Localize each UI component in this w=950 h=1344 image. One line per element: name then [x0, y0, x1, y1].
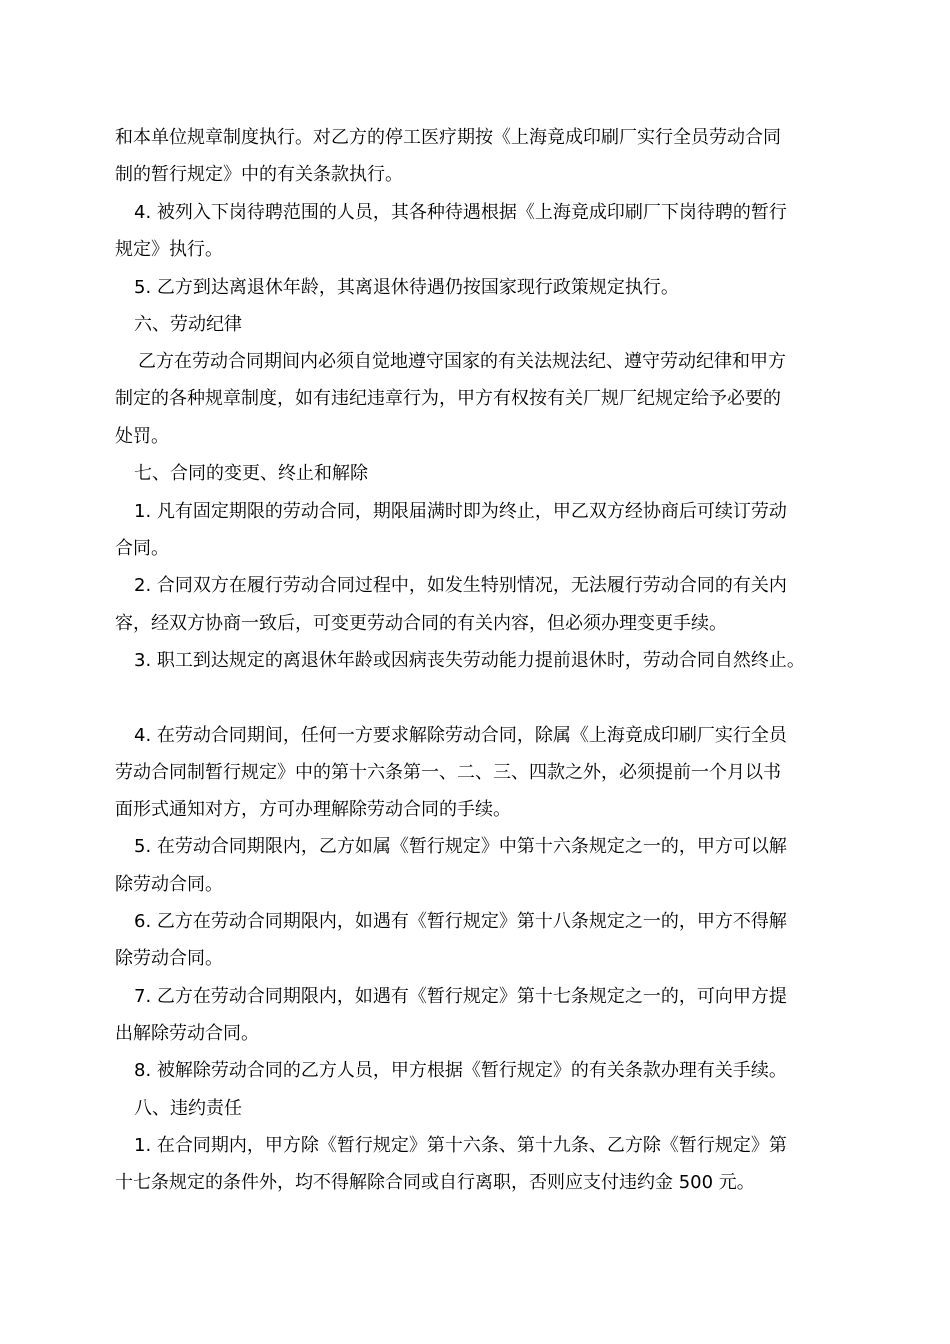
- paragraph-line: 劳动合同制暂行规定》中的第十六条第一、二、三、四款之外，必须提前一个月以书: [115, 762, 781, 783]
- paragraph-line: 4. 被列入下岗待聘范围的人员，其各种待遇根据《上海竟成印刷厂下岗待聘的暂行: [134, 202, 787, 223]
- paragraph-line: 8. 被解除劳动合同的乙方人员，甲方根据《暂行规定》的有关条款办理有关手续。: [134, 1060, 787, 1081]
- paragraph-line: 除劳动合同。: [115, 948, 223, 969]
- paragraph-line: 2. 合同双方在履行劳动合同过程中，如发生特别情况，无法履行劳动合同的有关内: [134, 575, 787, 596]
- paragraph-line: 容，经双方协商一致后，可变更劳动合同的有关内容，但必须办理变更手续。: [115, 613, 727, 634]
- section-heading: 七、合同的变更、终止和解除: [134, 463, 368, 484]
- paragraph-line: 3. 职工到达规定的离退休年龄或因病丧失劳动能力提前退休时，劳动合同自然终止。: [134, 650, 805, 671]
- paragraph-line: 5. 在劳动合同期限内，乙方如属《暂行规定》中第十六条规定之一的，甲方可以解: [134, 836, 787, 857]
- paragraph-line: 面形式通知对方，方可办理解除劳动合同的手续。: [115, 799, 511, 820]
- paragraph-line: 制的暂行规定》中的有关条款执行。: [115, 164, 403, 185]
- paragraph-line: 5. 乙方到达离退休年龄，其离退休待遇仍按国家现行政策规定执行。: [134, 277, 679, 298]
- paragraph-line: 除劳动合同。: [115, 874, 223, 895]
- section-heading: 八、违约责任: [134, 1098, 242, 1119]
- section-heading: 六、劳动纪律: [134, 314, 242, 335]
- paragraph-line: 乙方在劳动合同期间内必须自觉地遵守国家的有关法规法纪、遵守劳动纪律和甲方: [138, 351, 786, 372]
- paragraph-line: 6. 乙方在劳动合同期限内，如遇有《暂行规定》第十八条规定之一的，甲方不得解: [134, 911, 787, 932]
- paragraph-line: 规定》执行。: [115, 239, 223, 260]
- paragraph-line: 合同。: [115, 538, 169, 559]
- paragraph-line: 十七条规定的条件外，均不得解除合同或自行离职，否则应支付违约金 500 元。: [115, 1172, 755, 1193]
- paragraph-line: 1. 凡有固定期限的劳动合同，期限届满时即为终止，甲乙双方经协商后可续订劳动: [134, 501, 787, 522]
- paragraph-line: 处罚。: [115, 426, 169, 447]
- paragraph-line: 4. 在劳动合同期间，任何一方要求解除劳动合同，除属《上海竟成印刷厂实行全员: [134, 725, 787, 746]
- paragraph-line: 制定的各种规章制度，如有违纪违章行为，甲方有权按有关厂规厂纪规定给予必要的: [115, 388, 781, 409]
- paragraph-line: 出解除劳动合同。: [115, 1023, 259, 1044]
- paragraph-line: 和本单位规章制度执行。对乙方的停工医疗期按《上海竟成印刷厂实行全员劳动合同: [115, 127, 781, 148]
- paragraph-line: 7. 乙方在劳动合同期限内，如遇有《暂行规定》第十七条规定之一的，可向甲方提: [134, 986, 787, 1007]
- paragraph-line: 1. 在合同期内，甲方除《暂行规定》第十六条、第十九条、乙方除《暂行规定》第: [134, 1135, 787, 1156]
